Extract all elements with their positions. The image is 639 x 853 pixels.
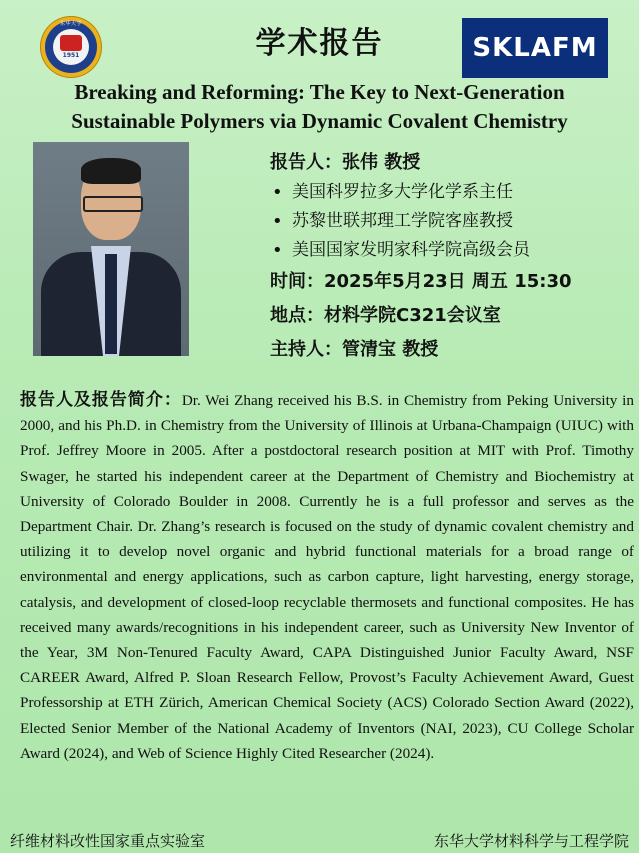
speaker-positions (270, 178, 630, 265)
sklafm-logo: SKLAFM (462, 18, 608, 78)
position-item: • 美国科罗拉多大学化学系主任 (270, 178, 630, 207)
speaker-name: 报告人：张伟 教授 (270, 152, 421, 173)
speaker-intro (20, 388, 634, 766)
talk-time: 时间：2025年5月23日 周五 15:30 (270, 271, 572, 292)
footer-lab-name: 纤维材料改性国家重点实验室 (10, 832, 206, 850)
talk-title (0, 78, 639, 136)
logo-ring-text: 东华大学 (59, 21, 82, 27)
photo-tie (105, 254, 117, 354)
page-title: 学术报告 (255, 26, 384, 61)
footer-school-name: 东华大学材料科学与工程学院 (433, 832, 629, 850)
talk-host: 主持人：管清宝 教授 (270, 339, 439, 360)
speaker-photo (33, 142, 189, 356)
photo-hair (81, 158, 141, 184)
talk-title-line-1: Breaking and Reforming: The Key to Next-Generation (74, 80, 565, 104)
speaker-info (270, 148, 630, 367)
photo-glasses (83, 196, 143, 212)
logo-year: 1951 (62, 52, 80, 59)
intro-heading: 报告人及报告简介： (20, 390, 182, 410)
position-item: • 苏黎世联邦理工学院客座教授 (270, 207, 630, 236)
talk-title-line-2: Sustainable Polymers via Dynamic Covalent Chemistry (71, 109, 568, 133)
talk-location: 地点：材料学院C321会议室 (270, 305, 501, 326)
intro-body: Dr. Wei Zhang received his B.S. in Chemistry from Peking University in 2000, and his Ph.D. in Chemistry from the University of Illinois at Urbana-Champaign (UIUC) with Prof. Jeffrey Moore in 2005. After a postdoctoral research position at MIT with Prof. Timothy Swager, he started his independent career at the Department of Chemistry and Biochemistry at University of Colorado Boulder in 2008. Currently he is a full professor and serves as the Department Chair. Dr. Zhang’s research is focused on the study of dynamic covalent chemistry and utilizing it to develop novel organic and hybrid functional materials for a broad range of environmental and energy applications, such as carbon capture, light harvesting, energy storage, catalysis, and development of closed-loop recyclable thermosets and functional composites. He has received many awards/recognitions in his independent career, such as University New Inventor of the Year, 3M Non-Tenured Faculty Award, CAPA Distinguished Junior Faculty Award, NSF CAREER Award, Alfred P. Sloan Research Fellow, Provost’s Faculty Achievement Award, Guest Professorship at ETH Zürich, American Chemical Society (ACS) Colorado Section Award (2022), Elected Senior Member of the National Academy of Inventors (NAI, 2023), CU College Scholar Award (2024), and Web of Science Highly Cited Researcher (2024). (20, 392, 634, 762)
position-item: • 美国国家发明家科学院高级会员 (270, 236, 630, 265)
